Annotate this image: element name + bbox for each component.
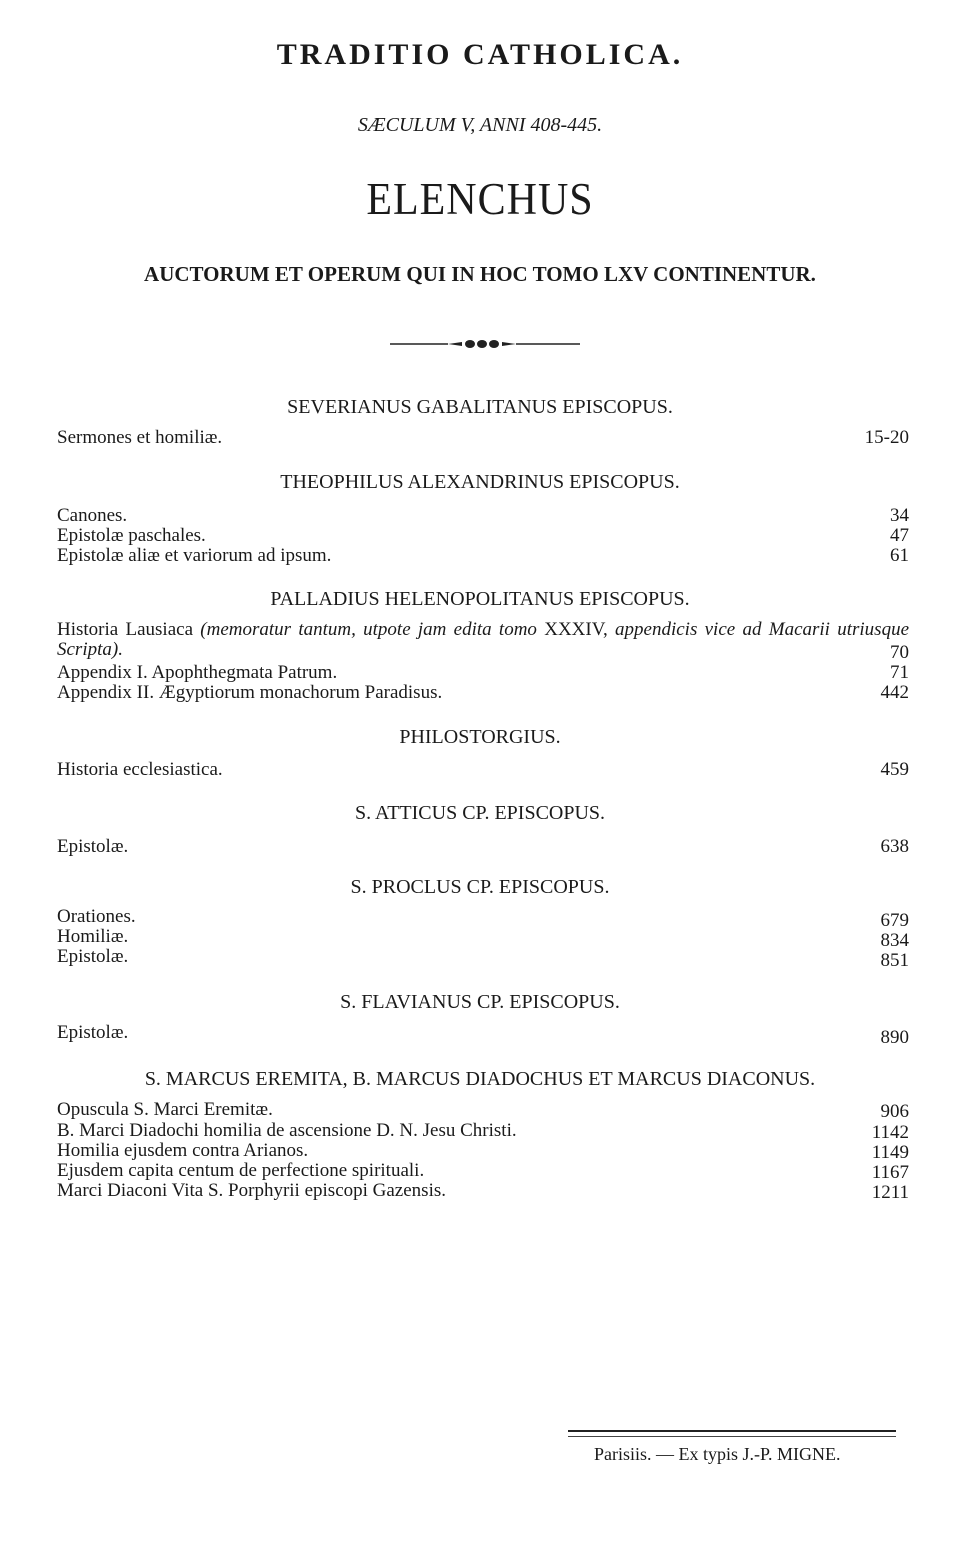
entry-page: 679 [880,910,909,931]
entry-label: Marci Diaconi Vita S. Porphyrii episcopi Gazensis. [57,1180,446,1201]
entry-page: 71 [890,662,909,683]
entry-label: Epistolæ paschales. [57,525,206,546]
contents-subheading: AUCTORUM ET OPERUM QUI IN HOC TOMO LXV CONTINENTUR. [144,262,816,286]
entry-note-continued: appendicis vice ad Macarii utriusque Scripta). [57,619,910,660]
entry-page: 834 [880,930,909,951]
toc-entry [57,1120,909,1142]
toc-entry [57,1140,909,1162]
toc-entry [57,662,909,684]
entry-page: 638 [880,836,909,857]
entry-page: 34 [890,505,909,526]
entry-page: 1142 [871,1122,909,1143]
entry-page: 442 [880,682,909,703]
series-title: TRADITIO CATHOLICA. [276,38,684,71]
entry-label: Appendix I. Apophthegmata Patrum. [57,662,338,683]
entry-page: 1149 [871,1142,909,1163]
entry-page: 70 [890,642,909,663]
footer-rule-thin [568,1436,896,1437]
toc-entry [57,759,909,781]
entry-page: 15-20 [864,427,909,448]
entry-label: Canones. [57,505,128,526]
author-heading-palladius: PALLADIUS HELENOPOLITANUS EPISCOPUS. [270,588,690,610]
toc-entry [57,1180,909,1202]
entry-page: 61 [890,545,909,566]
author-heading-marcus: S. MARCUS EREMITA, B. MARCUS DIADOCHUS ET MARCUS DIACONUS. [144,1068,816,1090]
entry-label: Epistolæ aliæ et variorum ad ipsum. [57,545,332,566]
toc-entry [57,682,909,704]
entry-label: Epistolæ. [57,946,129,967]
entry-label: Homiliæ. [57,926,129,947]
toc-entry [57,1022,909,1048]
entry-label: Historia Lausiaca [57,619,193,640]
entry-label: Historia ecclesiastica. [57,759,223,780]
entry-label: Orationes. [57,906,136,927]
entry-page: 47 [890,525,909,546]
author-heading-severianus: SEVERIANUS GABALITANUS EPISCOPUS. [287,396,673,418]
entry-label: Homilia ejusdem contra Arianos. [57,1140,309,1161]
century-subtitle: SÆCULUM V, ANNI 408-445. [357,114,603,136]
toc-entry [57,505,909,527]
entry-page: 1211 [871,1182,909,1203]
entry-label: Epistolæ. [57,1022,129,1043]
entry-label: B. Marci Diadochi homilia de ascensione D. N. Jesu Christi. [57,1120,517,1141]
entry-label: Ejusdem capita centum de perfectione spirituali. [57,1160,425,1181]
toc-entry [57,926,909,951]
toc-entry [57,545,909,567]
entry-page: 890 [880,1027,909,1048]
toc-entry [57,525,909,547]
entry-label: Appendix II. Ægyptiorum monachorum Paradisus. [57,682,443,703]
entry-label: Sermones et homiliæ. [57,427,223,448]
entry-page: 851 [880,950,909,971]
entry-label: Epistolæ. [57,836,129,857]
author-heading-theophilus: THEOPHILUS ALEXANDRINUS EPISCOPUS. [280,471,680,493]
entry-page: 906 [880,1101,909,1122]
toc-entry [57,427,909,449]
toc-entry [57,836,909,858]
main-title: ELENCHUS [366,175,594,225]
entry-page: 1167 [871,1162,909,1183]
toc-entry [57,946,909,971]
author-heading-atticus: S. ATTICUS CP. EPISCOPUS. [354,802,606,824]
entry-note: (memoratur tantum, utpote jam edita tomo [200,619,537,640]
entry-label: Opuscula S. Marci Eremitæ. [57,1099,273,1120]
toc-entry [57,1160,909,1182]
footer-rule [568,1430,896,1432]
entry-tome: XXXIV, [544,619,608,640]
toc-entry [57,906,909,931]
printer-imprint: Parisiis. — Ex typis J.-P. MIGNE. [594,1444,841,1464]
author-heading-proclus: S. PROCLUS CP. EPISCOPUS. [350,876,610,898]
ornament-divider [390,333,580,355]
author-heading-flavianus: S. FLAVIANUS CP. EPISCOPUS. [340,991,620,1013]
entry-page: 459 [880,759,909,780]
author-heading-philostorgius: PHILOSTORGIUS. [399,726,561,748]
toc-entry [57,1099,909,1121]
toc-entry-page-only [57,642,909,664]
